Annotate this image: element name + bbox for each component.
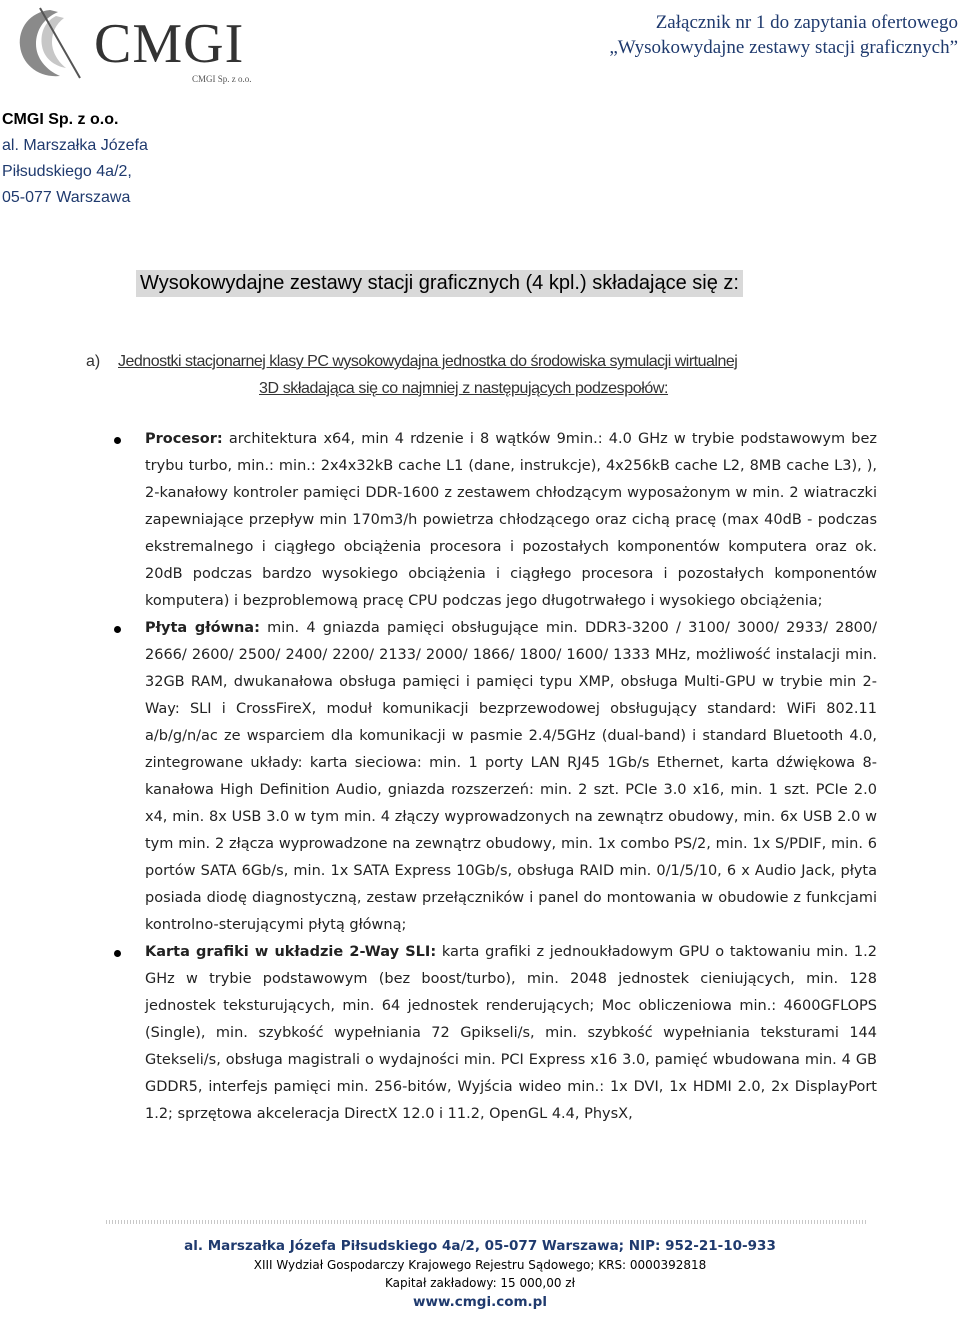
- address-city: 05-077 Warszawa: [2, 189, 131, 206]
- item-text: architektura x64, min 4 rdzenie i 8 wątków 9min.: 4.0 GHz w trybie podstawowym bez trybu turbo, min.: min.: 2x4x32kB cache L1 (dane, instrukcje), 4x256kB cache L2, 8MB cache L3), ), 2-kanałowy kontroler pamięci DDR-1600 z zestawem chłodzącym wyposażonym w min. 2 wiatraczki zapewniające przepływ min 170m3/h powietrza chłodzącego oraz cichą pracę (max 40dB - podczas ekstremalnego i ciągłego obciążenia procesora i pozostałych komponentów komputera oraz ok. 20dB podczas bardzo wysokiego obciążenia i ciągłego procesora i pozostałych komponentów komputera) i bezproblemową pracę CPU podczas jego długotrwałego i wysokiego obciążenia;: [145, 431, 877, 609]
- footer-address: al. Marszałka Józefa Piłsudskiego 4a/2, 05-077 Warszawa; NIP: 952-21-10-933: [184, 1238, 776, 1254]
- address-company: CMGI Sp. z o.o.: [2, 111, 119, 128]
- section-a-marker: a): [86, 353, 101, 370]
- item-lead: Płyta główna:: [145, 620, 260, 636]
- footer-divider: [106, 1220, 868, 1224]
- attachment-header: [609, 10, 958, 60]
- footer-capital: Kapitał zakładowy: 15 000,00 zł: [384, 1276, 576, 1290]
- document-title: Wysokowydajne zestawy stacji graficznych (4 kpl.) składające się z:: [136, 270, 743, 297]
- company-logo: [10, 4, 270, 84]
- footer-registry: XIII Wydział Gospodarczy Krajowego Rejestru Sądowego; KRS: 0000392818: [253, 1258, 707, 1272]
- item-lead: Procesor:: [145, 431, 223, 447]
- item-text: karta grafiki z jednoukładowym GPU o taktowaniu min. 1.2 GHz w trybie podstawowym (bez boost/turbo), min. 2048 jednostek cieniujących, min. 128 jednostek teksturujących, min. 64 jednostek renderujących; Moc obliczeniowa min.: 4600GFLOPS (Single), min. szybkość wypełniania 72 Gpikseli/s, min. szybkość wypełniania teksturami 144 Gtekseli/s, obsługa magistrali o wydajności min. PCI Express x16 3.0, pamięć wbudowana min. 4 GB GDDR5, interfejs pamięci min. 256-bitów, Wyjścia wideo min.: 1x DVI, 1x HDMI 2.0, 2x DisplayPort 1.2; sprzętowa akceleracja DirectX 12.0 i 11.2, OpenGL 4.4, PhysX,: [145, 944, 877, 1122]
- attachment-line-1: Załącznik nr 1 do zapytania ofertowego: [655, 12, 958, 33]
- attachment-line-2: „Wysokowydajne zestawy stacji graficznych”: [609, 37, 958, 58]
- logo-brand-text: CMGI: [94, 13, 245, 75]
- page-footer: [0, 1236, 960, 1312]
- list-item-motherboard: [145, 615, 877, 939]
- address-street-1: al. Marszałka Józefa: [2, 137, 148, 154]
- item-text: min. 4 gniazda pamięci obsługujące min. DDR3-3200 / 3100/ 3000/ 2933/ 2800/ 2666/ 2600/ 2500/ 2400/ 2200/ 2133/ 2000/ 1866/ 1800/ 1600/ 1333 MHz, możliwość instalacji min. 32GB RAM, dwukanałowa obsługa pamięci i pamięci typu XMP, obsługa Multi-GPU w trybie min 2-Way: SLI i CrossFireX, moduł komunikacji bezprzewodowej obsługujący standard: WiFi 802.11 a/b/g/n/ac ze wsparciem dla komunikacji w pasmie 2.4/5GHz (dual-band) i standard Bluetooth 4.0, zintegrowane układy: karta sieciowa: min. 1 porty LAN RJ45 1Gb/s Ethernet, karta dźwiękowa 8-kanałowa High Definition Audio, gniazda rozszerzeń: min. 2 szt. PCIe 3.0 x16, min. 1 szt. PCIe 2.0 x4, min. 8x USB 3.0 w tym min. 4 złączy wyprowadzonych na zewnątrz obudowy, min. 6x USB 2.0 w tym min. 2 złącza wyprowadzone na zewnątrz obudowy, min. 1x combo PS/2, min. 1x S/PDIF, min. 6 portów SATA 6Gb/s, min. 1x SATA Express 10Gb/s, obsługa RAID min. 0/1/5/10, 6 x Audio Jack, płyta posiada diodę diagnostyczną, zestaw przełączników i panel do montowania w obudowie z funkcjami kontrolno-sterującymi płytą główną;: [145, 620, 877, 933]
- logo-swoosh-icon: [10, 4, 90, 84]
- logo-subtitle: CMGI Sp. z o.o.: [192, 74, 252, 84]
- section-a-line-2: 3D składająca się co najmniej z następujących podzespołów:: [259, 380, 669, 397]
- component-list: [145, 426, 877, 1128]
- address-street-2: Piłsudskiego 4a/2,: [2, 163, 132, 180]
- list-item-graphics-card: [145, 939, 877, 1128]
- list-item-processor: [145, 426, 877, 615]
- company-address: [2, 107, 148, 211]
- item-lead: Karta grafiki w układzie 2-Way SLI:: [145, 944, 437, 960]
- section-a-line-1: Jednostki stacjonarnej klasy PC wysokowydajna jednostka do środowiska symulacji wirtualnej: [118, 353, 738, 370]
- footer-website-link[interactable]: www.cmgi.com.pl: [413, 1294, 547, 1310]
